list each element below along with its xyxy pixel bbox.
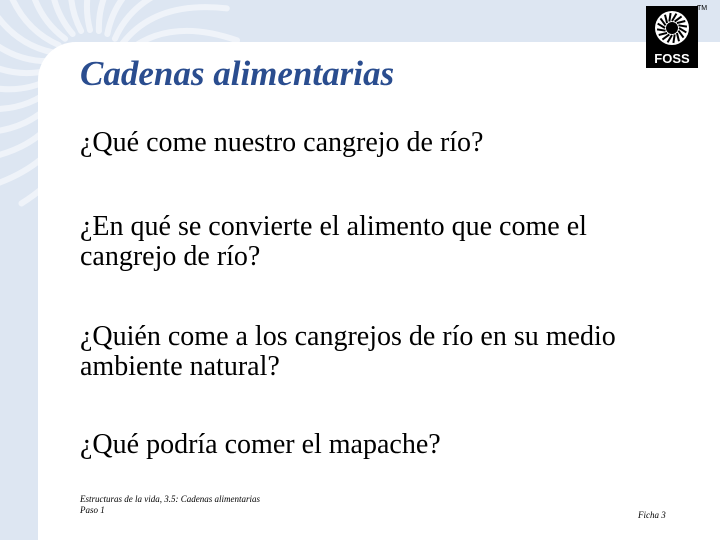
foss-sunburst-icon (646, 6, 698, 68)
logo-ray (673, 34, 674, 42)
question-4: ¿Qué podría comer el mapache? (80, 429, 441, 460)
question-1: ¿Qué come nuestro cangrejo de río? (80, 127, 484, 158)
source-line-2: Paso 1 (80, 505, 105, 515)
slide-title: Cadenas alimentarias (80, 54, 395, 93)
sheet-label: Ficha 3 (638, 510, 666, 520)
source-footer (80, 494, 260, 516)
sunburst-ray (121, 7, 226, 45)
trademark-mark: TM (697, 5, 708, 12)
logo-text: FOSS (654, 51, 690, 66)
question-2: ¿En qué se convierte el alimento que come el cangrejo de río? (80, 211, 587, 272)
foss-logo (646, 6, 698, 68)
logo-ray (657, 29, 665, 30)
content-panel (38, 42, 720, 552)
logo-ray (678, 25, 686, 26)
sunburst-ray (0, 0, 54, 53)
logo-ray (669, 13, 670, 21)
question-3: ¿Quién come a los cangrejos de río en su medio ambiente natural? (80, 321, 616, 382)
source-line-1: Estructuras de la vida, 3.5: Cadenas alimentarias (80, 494, 260, 504)
